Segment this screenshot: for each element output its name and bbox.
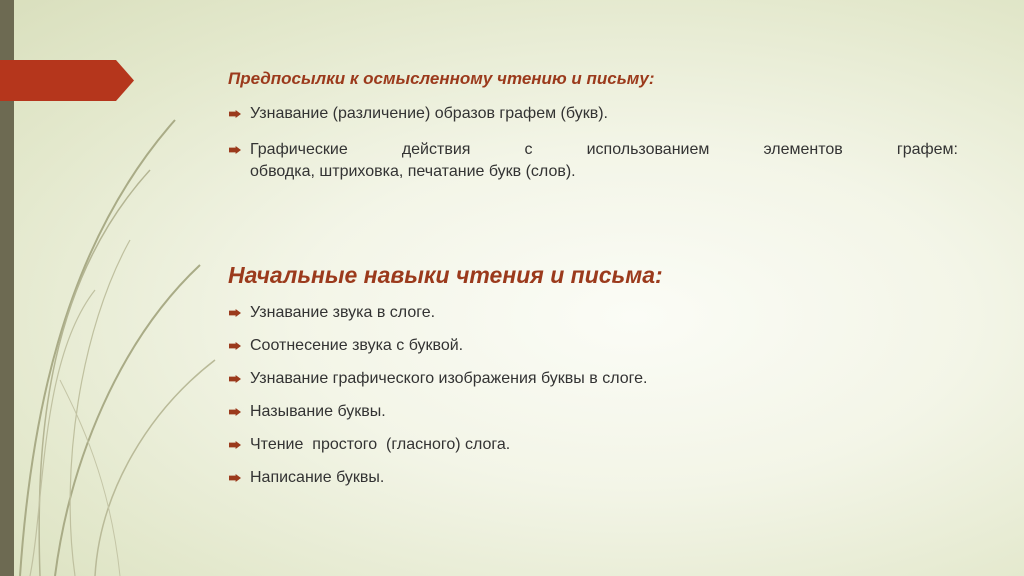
right-arrow-icon (229, 408, 241, 416)
list-item (228, 335, 958, 357)
list-item-text: Узнавание графического изображения буквы в слоге. (250, 370, 648, 387)
right-arrow-icon (229, 441, 241, 449)
list-item-text-line2: обводка, штриховка, печатание букв (слов). (250, 163, 576, 180)
title-arrow-tab (0, 60, 134, 101)
list-item (228, 467, 958, 489)
list-item (228, 103, 958, 125)
list-item (228, 434, 958, 456)
list-item-text: Называние буквы. (250, 403, 386, 420)
section1-list (228, 103, 958, 183)
list-item (228, 302, 958, 324)
list-item-text: Соотнесение звука с буквой. (250, 337, 464, 354)
right-arrow-icon (229, 342, 241, 350)
list-item-text: Чтение простого (гласного) слога. (250, 436, 511, 453)
list-item-text: Узнавание звука в слоге. (250, 304, 436, 321)
list-item (228, 401, 958, 423)
list-item (228, 368, 958, 390)
right-arrow-icon (229, 146, 241, 154)
list-item (228, 139, 958, 183)
right-arrow-icon (229, 474, 241, 482)
right-arrow-icon (229, 309, 241, 317)
list-item-text: Узнавание (различение) образов графем (букв). (250, 105, 608, 122)
section2-heading: Начальные навыки чтения и письма: (228, 262, 663, 288)
list-item-text-line1: Графические действия с использованием элементов графем: (250, 141, 958, 158)
section1-heading: Предпосылки к осмысленному чтению и письму: (228, 69, 655, 88)
list-item-text: Написание буквы. (250, 469, 385, 486)
section2-list (228, 302, 958, 489)
right-arrow-icon (229, 110, 241, 118)
right-arrow-icon (229, 375, 241, 383)
